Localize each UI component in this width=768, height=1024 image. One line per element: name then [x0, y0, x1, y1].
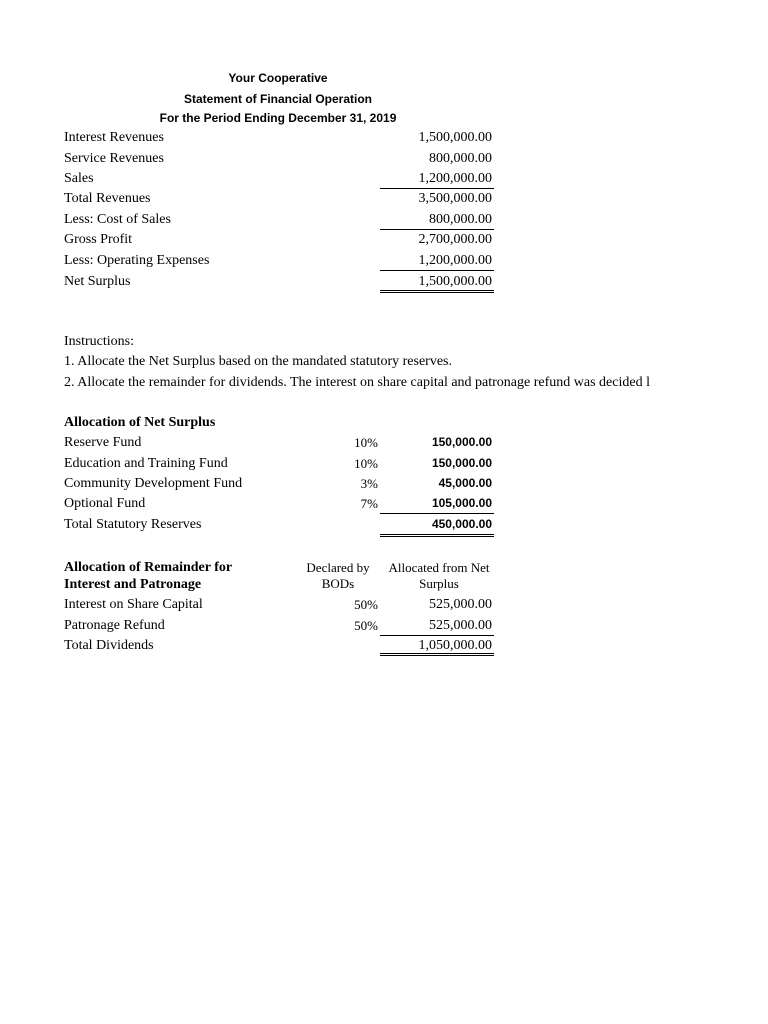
statement-label: Net Surplus: [64, 274, 131, 289]
allocated-header-line2: Surplus: [419, 576, 459, 591]
subtotal-rule: [380, 635, 494, 636]
remainder-pct: 50%: [354, 597, 378, 612]
instruction-item: 1. Allocate the Net Surplus based on the mandated statutory reserves.: [64, 354, 453, 369]
remainder-label: Interest on Share Capital: [64, 597, 203, 612]
allocation-pct: 7%: [360, 496, 378, 511]
subtotal-rule: [380, 270, 494, 271]
statement-label: Interest Revenues: [64, 130, 164, 145]
instructions-title: Instructions:: [64, 334, 134, 349]
allocation-pct: 10%: [354, 456, 378, 471]
allocation-total-label: Total Statutory Reserves: [64, 517, 202, 532]
total-double-rule: [380, 534, 494, 537]
declared-header-line1: Declared by: [306, 560, 370, 575]
allocation-label: Community Development Fund: [64, 476, 243, 491]
statement-label: Less: Cost of Sales: [64, 212, 171, 227]
statement-label: Service Revenues: [64, 151, 164, 166]
allocation-amount: 105,000.00: [431, 496, 492, 510]
remainder-total-label: Total Dividends: [64, 638, 154, 653]
allocation-total-amount: 450,000.00: [431, 517, 492, 531]
total-double-rule: [380, 290, 494, 293]
allocation-amount: 45,000.00: [438, 476, 492, 490]
allocation-label: Education and Training Fund: [64, 456, 228, 471]
instruction-item: 2. Allocate the remainder for dividends. The interest on share capital and patronage refund was decided l: [64, 375, 650, 390]
remainder-label: Patronage Refund: [64, 618, 165, 633]
statement-amount: 2,700,000.00: [418, 232, 492, 247]
statement-amount: 1,200,000.00: [418, 253, 492, 268]
total-double-rule: [380, 653, 494, 656]
instruction-item-clip: [64, 374, 696, 392]
allocation-pct: 10%: [354, 435, 378, 450]
remainder-title-line1: Allocation of Remainder for: [64, 560, 233, 575]
subtotal-rule: [380, 188, 494, 189]
allocation-amount: 150,000.00: [431, 456, 492, 470]
subtotal-rule: [380, 229, 494, 230]
allocation-pct: 3%: [360, 476, 378, 491]
remainder-amount: 525,000.00: [429, 597, 492, 612]
statement-amount: 1,500,000.00: [418, 130, 492, 145]
declared-column-header: [300, 560, 376, 592]
statement-label: Gross Profit: [64, 232, 133, 247]
allocated-header-line1: Allocated from Net: [388, 560, 490, 575]
org-name: Your Cooperative: [228, 71, 328, 85]
statement-period: For the Period Ending December 31, 2019: [159, 111, 397, 125]
allocated-column-header: [380, 560, 498, 592]
allocation-amount: 150,000.00: [431, 435, 492, 449]
allocation-label: Reserve Fund: [64, 435, 142, 450]
statement-amount: 1,200,000.00: [418, 171, 492, 186]
subtotal-rule: [380, 513, 494, 514]
statement-amount: 800,000.00: [429, 151, 492, 166]
remainder-total-amount: 1,050,000.00: [418, 638, 492, 653]
remainder-title-line2: Interest and Patronage: [64, 577, 202, 592]
statement-amount: 800,000.00: [429, 212, 492, 227]
allocation-label: Optional Fund: [64, 496, 146, 511]
statement-label: Less: Operating Expenses: [64, 253, 210, 268]
declared-header-line2: BODs: [321, 576, 355, 591]
statement-label: Total Revenues: [64, 191, 151, 206]
statement-amount: 3,500,000.00: [418, 191, 492, 206]
statement-label: Sales: [64, 171, 94, 186]
allocation-title: Allocation of Net Surplus: [64, 415, 216, 430]
remainder-amount: 525,000.00: [429, 618, 492, 633]
statement-amount: 1,500,000.00: [418, 274, 492, 289]
remainder-pct: 50%: [354, 618, 378, 633]
statement-title: Statement of Financial Operation: [183, 92, 373, 106]
